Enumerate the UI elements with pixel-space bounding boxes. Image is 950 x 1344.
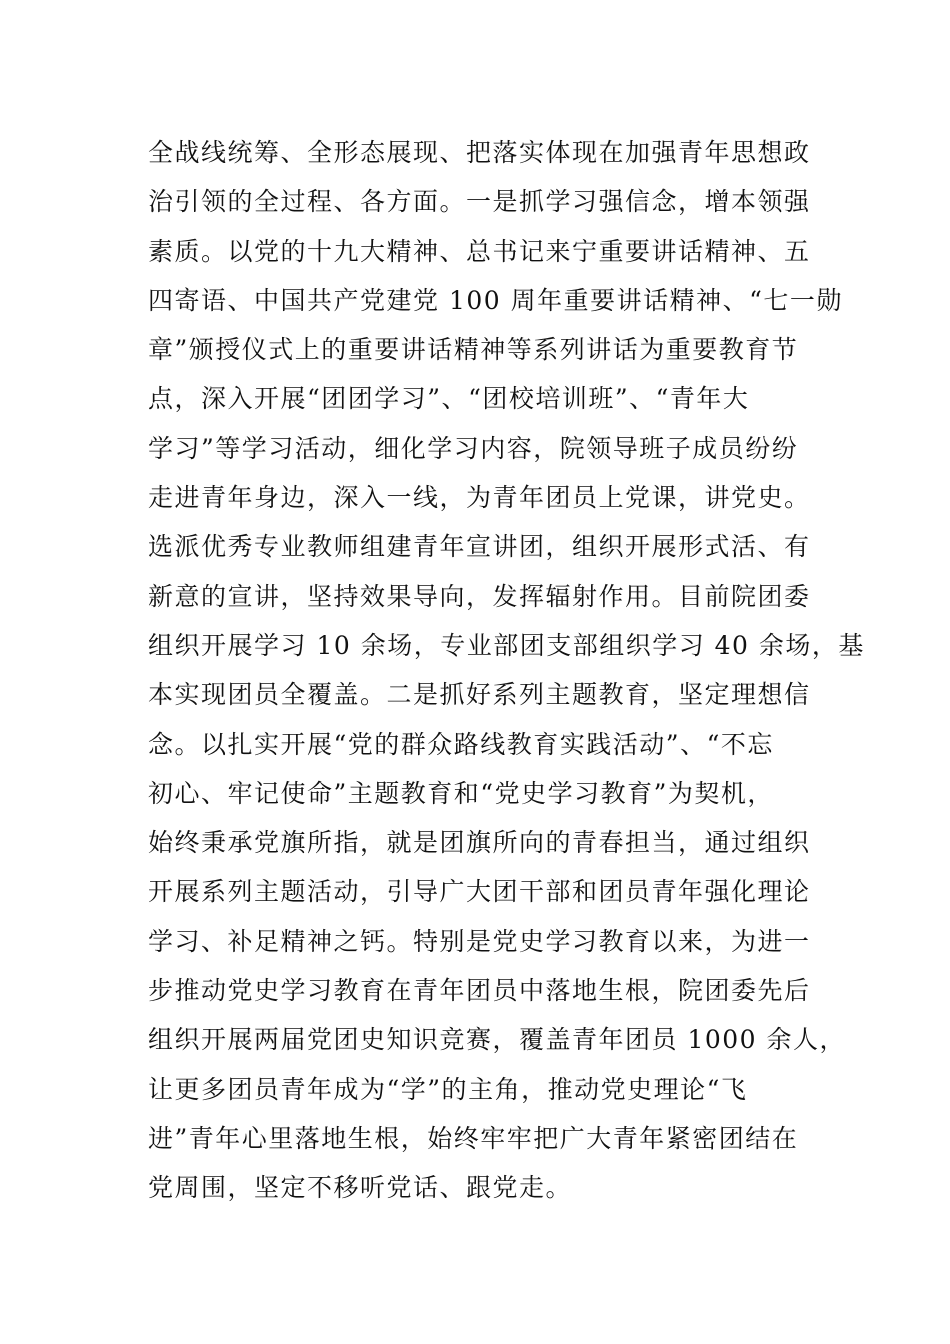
text-line-17: 学习、补足精神之钙。特别是党史学习教育以来，为进一 bbox=[148, 926, 811, 956]
text-line-6: 点，深入开展“团团学习”、“团校培训班”、“青年大 bbox=[148, 384, 750, 414]
text-line-14: 初心、牢记使命”主题教育和“党史学习教育”为契机， bbox=[148, 778, 774, 808]
text-line-10: 新意的宣讲，坚持效果导向，发挥辐射作用。目前院团委 bbox=[148, 581, 811, 611]
text-line-7: 学习”等学习活动，细化学习内容，院领导班子成员纷纷 bbox=[148, 433, 799, 463]
text-line-20: 让更多团员青年成为“学”的主角，推动党史理论“飞 bbox=[148, 1074, 748, 1104]
text-line-19: 组织开展两届党团史知识竞赛，覆盖青年团员 1000 余人， bbox=[148, 1025, 847, 1055]
text-line-21: 进”青年心里落地生根，始终牢牢把广大青年紧密团结在 bbox=[148, 1123, 799, 1153]
text-line-8: 走进青年身边，深入一线，为青年团员上党课，讲党史。 bbox=[148, 483, 811, 513]
text-line-13: 念。以扎实开展“党的群众路线教育实践活动”、“不忘 bbox=[148, 729, 774, 759]
text-line-18: 步推动党史学习教育在青年团员中落地生根，院团委先后 bbox=[148, 976, 811, 1006]
text-line-4: 四寄语、中国共产党建党 100 周年重要讲话精神、“七一勋 bbox=[148, 285, 843, 315]
text-line-9: 选派优秀专业教师组建青年宣讲团，组织开展形式活、有 bbox=[148, 532, 811, 562]
text-line-12: 本实现团员全覆盖。二是抓好系列主题教育，坚定理想信 bbox=[148, 680, 811, 710]
text-line-5: 章”颁授仪式上的重要讲话精神等系列讲话为重要教育节 bbox=[148, 335, 799, 365]
text-line-2: 治引领的全过程、各方面。一是抓学习强信念，增本领强 bbox=[148, 187, 811, 217]
text-line-3: 素质。以党的十九大精神、总书记来宁重要讲话精神、五 bbox=[148, 236, 811, 266]
text-line-22: 党周围，坚定不移听党话、跟党走。 bbox=[148, 1173, 573, 1203]
text-line-16: 开展系列主题活动，引导广大团干部和团员青年强化理论 bbox=[148, 877, 811, 907]
text-line-11: 组织开展学习 10 余场，专业部团支部组织学习 40 余场，基 bbox=[148, 630, 865, 660]
body-paragraph bbox=[148, 128, 865, 1213]
text-line-15: 始终秉承党旗所指，就是团旗所向的青春担当，通过组织 bbox=[148, 828, 811, 858]
text-line-1: 全战线统筹、全形态展现、把落实体现在加强青年思想政 bbox=[148, 138, 811, 167]
